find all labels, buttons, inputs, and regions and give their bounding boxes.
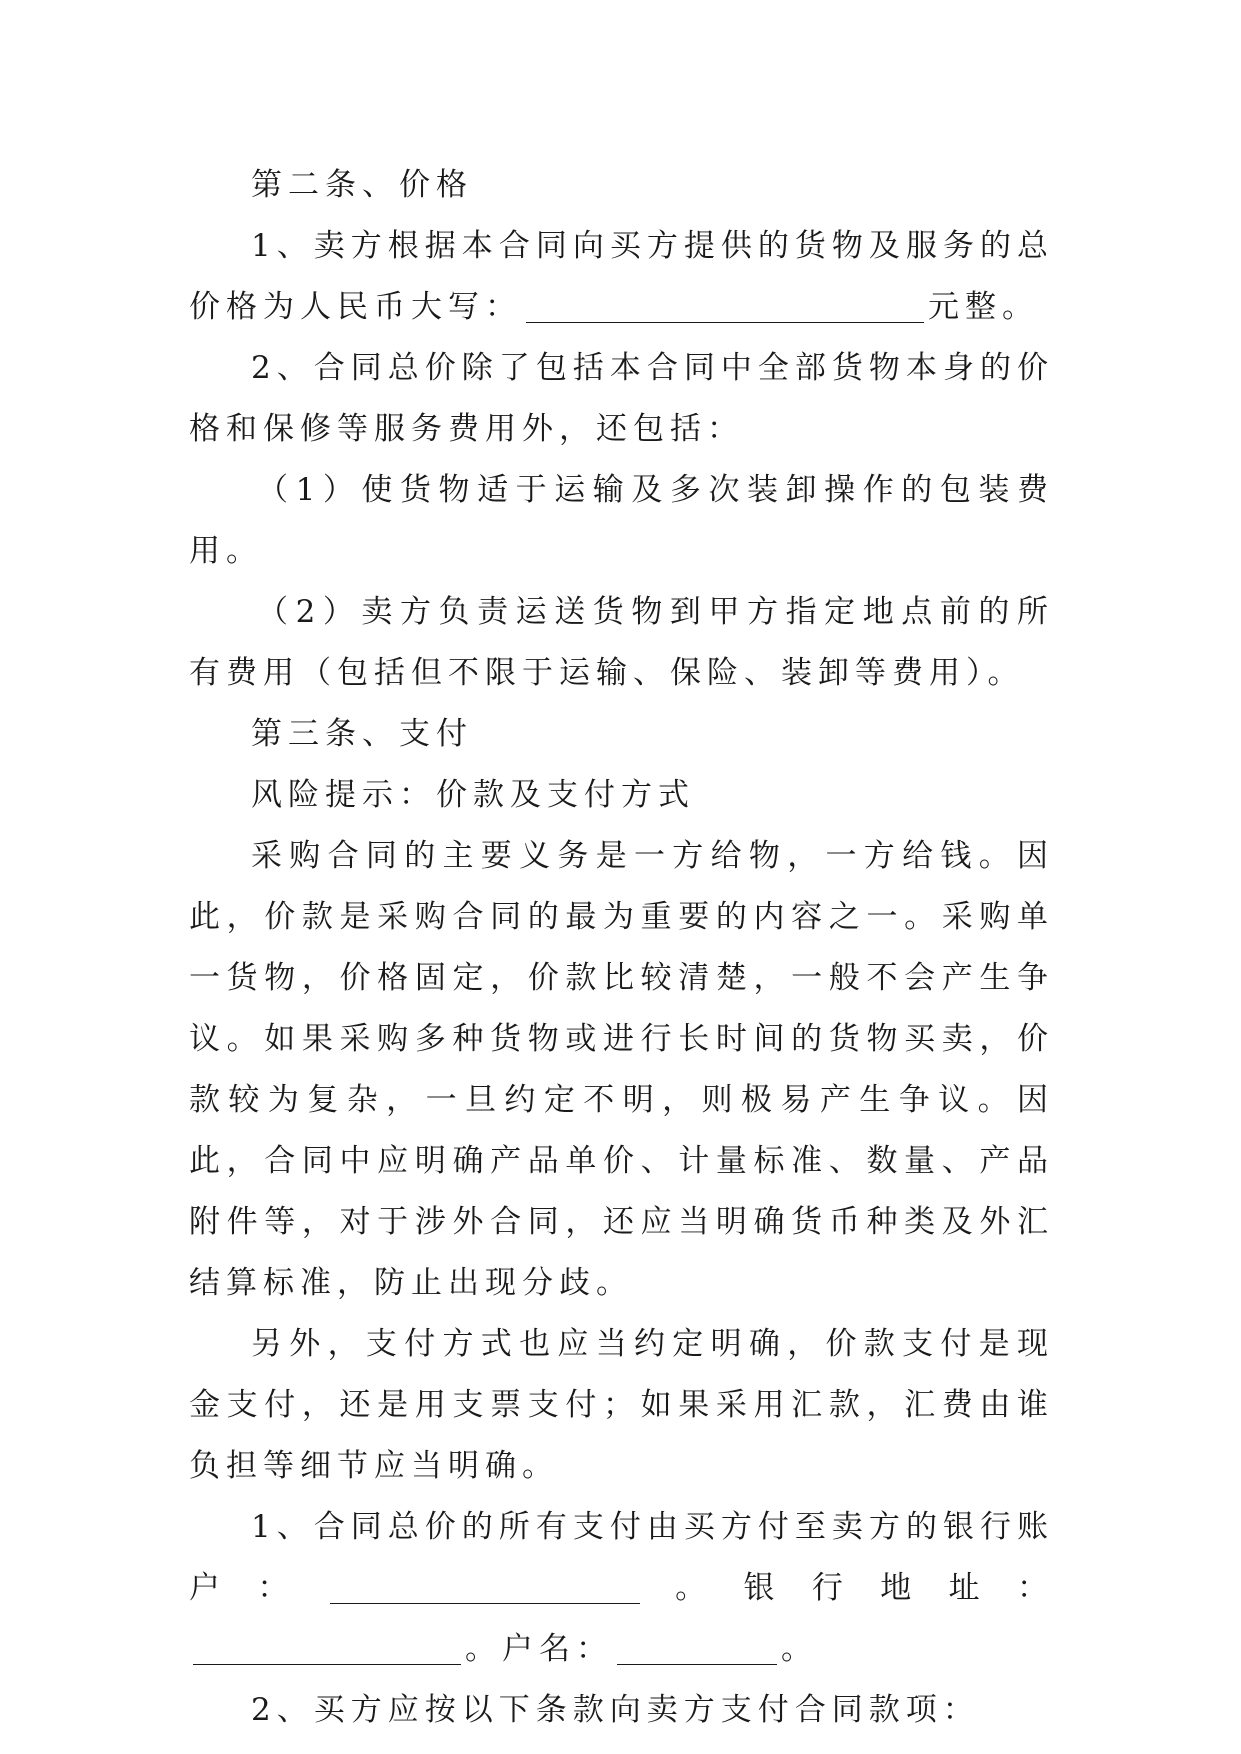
clause-text: 1、卖方根据本合同向买方提供的货物及服务的总价格为人民币大写： bbox=[189, 228, 1054, 325]
clause-text: 1、合同总价的所有支付由买方付至卖方的银行账户： bbox=[189, 1509, 1054, 1606]
article-2-heading: 第二条、价格 bbox=[251, 167, 473, 203]
article-2-item-1: （1）使货物适于运输及多次装卸操作的包装费用。 bbox=[189, 472, 1054, 569]
article-2-clause-1 bbox=[189, 216, 1054, 338]
clause-text: 。银行地址： bbox=[643, 1570, 1054, 1606]
risk-tip-paragraph-1: 采购合同的主要义务是一方给物，一方给钱。因此，价款是采购合同的最为重要的内容之一。采购单一货物，价格固定，价款比较清楚，一般不会产生争议。如果采购多种货物或进行长时间的货物买卖，价款较为复杂，一旦约定不明，则极易产生争议。因此，合同中应明确产品单价、计量标准、数量、产品附件等，对于涉外合同，还应当明确货币种类及外汇结算标准，防止出现分歧。 bbox=[189, 838, 1054, 1301]
clause-text: 。 bbox=[781, 1631, 818, 1667]
clause-text: 元整。 bbox=[928, 289, 1039, 325]
account-name-blank bbox=[617, 1633, 777, 1665]
bank-address-blank bbox=[193, 1633, 461, 1665]
bank-account-blank bbox=[330, 1572, 640, 1604]
article-3-heading: 第三条、支付 bbox=[251, 716, 473, 752]
document-body bbox=[189, 155, 1054, 1741]
risk-tip-paragraph-2: 另外，支付方式也应当约定明确，价款支付是现金支付，还是用支票支付；如果采用汇款，汇费由谁负担等细节应当明确。 bbox=[189, 1326, 1054, 1484]
risk-tip-heading: 风险提示：价款及支付方式 bbox=[251, 777, 695, 813]
article-2-item-2: （2）卖方负责运送货物到甲方指定地点前的所有费用（包括但不限于运输、保险、装卸等费用）。 bbox=[189, 594, 1054, 691]
article-3-clause-1 bbox=[189, 1497, 1054, 1680]
article-3-clause-2: 2、买方应按以下条款向卖方支付合同款项： bbox=[251, 1692, 980, 1728]
total-price-blank bbox=[526, 291, 924, 323]
clause-text: 。户名： bbox=[465, 1631, 613, 1667]
article-2-clause-2: 2、合同总价除了包括本合同中全部货物本身的价格和保修等服务费用外，还包括： bbox=[189, 350, 1054, 447]
